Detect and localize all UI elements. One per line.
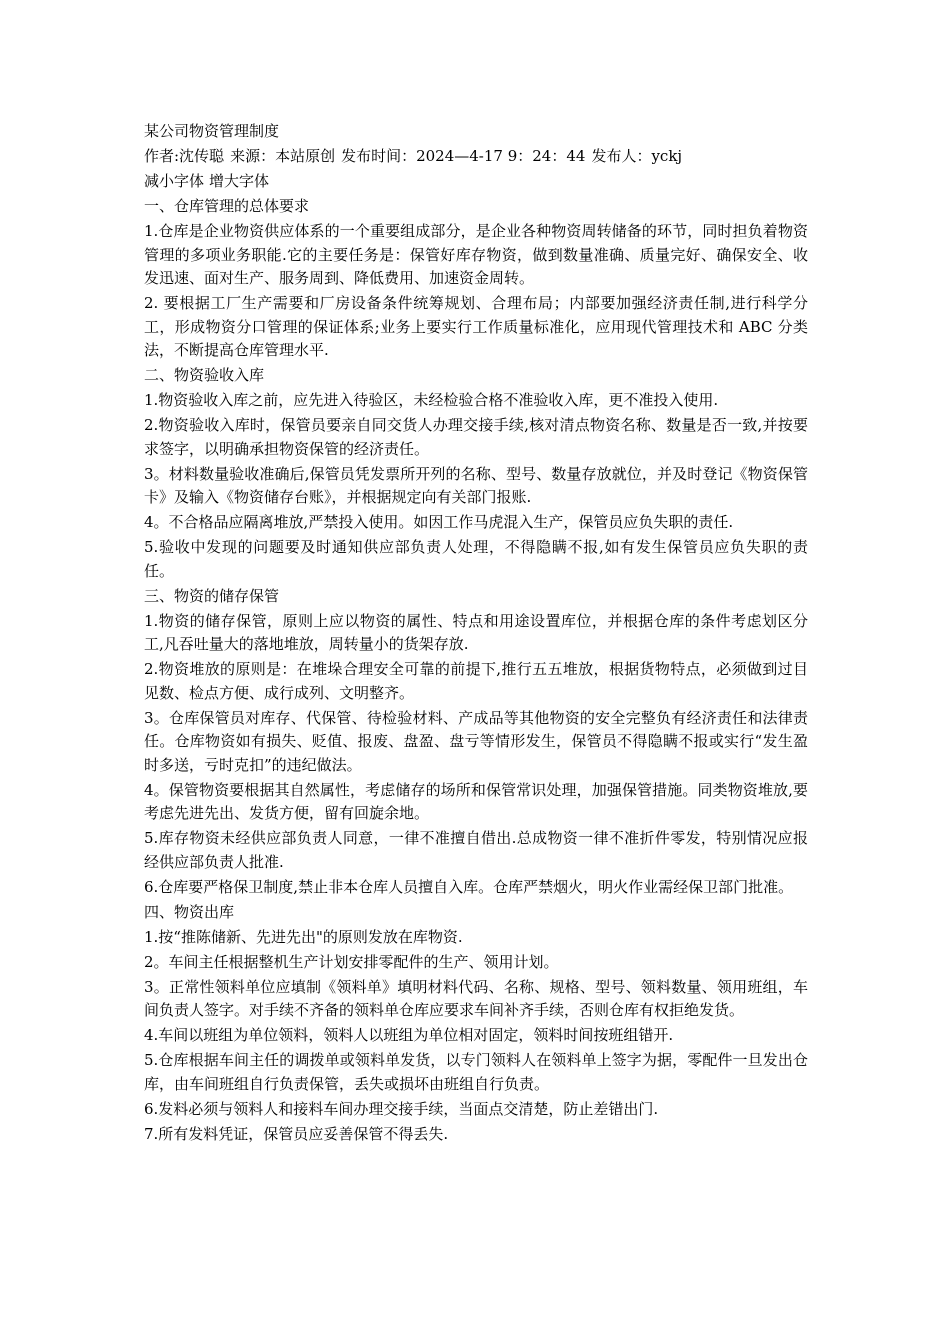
paragraph: 4。保管物资要根据其自然属性，考虑储存的场所和保管常识处理，加强保管措施。同类物资堆放,要考虑先进先出、发货方便，留有回旋余地。	[144, 780, 808, 822]
paragraph: 3。正常性领料单位应填制《领料单》填明材料代码、名称、规格、型号、领料数量、领用班组，车间负责人签字。对手续不齐备的领料单仓库应要求车间补齐手续，否则仓库有权拒绝发货。	[144, 977, 808, 1019]
section-heading: 三、物资的储存保管	[144, 586, 280, 605]
paragraph: 1.物资验收入库之前，应先进入待验区，未经检验合格不准验收入库，更不准投入使用.	[144, 391, 719, 409]
paragraph: 5.仓库根据车间主任的调拨单或领料单发货，以专门领料人在领料单上签字为据，零配件一旦发出仓库，由车间班组自行负责保管，丢失或损坏由班组自行负责。	[144, 1051, 808, 1093]
paragraph: 6.仓库要严格保卫制度,禁止非本仓库人员擅自入库。仓库严禁烟火，明火作业需经保卫部门批准。	[144, 877, 794, 896]
section-heading: 一、仓库管理的总体要求	[144, 197, 310, 215]
paragraph: 2.物资验收入库时，保管员要亲自同交货人办理交接手续,核对清点物资名称、数量是否一致,并按要求签字，以明确承担物资保管的经济责任。	[144, 416, 808, 458]
paragraph: 2。车间主任根据整机生产计划安排零配件的生产、领用计划。	[144, 952, 559, 971]
paragraph: 1.仓库是企业物资供应体系的一个重要组成部分，是企业各种物资周转储备的环节，同时担负着物资管理的多项业务职能.它的主要任务是：保管好库存物资，做到数量准确、质量完好、确保安全、收发迅速、面对生产、服务周到、降低费用、加速资金周转。	[144, 222, 808, 287]
paragraph: 1.物资的储存保管，原则上应以物资的属性、特点和用途设置库位，并根据仓库的条件考虑划区分工,凡吞吐量大的落地堆放，周转量小的货架存放.	[144, 611, 808, 653]
section-heading: 四、物资出库	[144, 902, 235, 921]
paragraph: 7.所有发料凭证，保管员应妥善保管不得丢失.	[144, 1124, 449, 1143]
decrease-font-link[interactable]: 减小字体	[144, 172, 205, 190]
paragraph: 3。仓库保管员对库存、代保管、待检验材料、产成品等其他物资的安全完整负有经济责任和法律责任。仓库物资如有损失、贬值、报废、盘盈、盘亏等情形发生，保管员不得隐瞒不报或实行“发生盈时多送，亏时克扣”的违纪做法。	[144, 708, 808, 774]
paragraph: 5.验收中发现的问题要及时通知供应部负责人处理，不得隐瞒不报,如有发生保管员应负失职的责任。	[144, 538, 808, 580]
author-label: 作者:沈传聪	[144, 147, 225, 165]
article-meta	[144, 145, 808, 169]
paragraph: 3。材料数量验收准确后,保管员凭发票所开列的名称、型号、数量存放就位，并及时登记《物资保管卡》及输入《物资储存台账》，并根据规定向有关部门报账.	[144, 464, 808, 506]
paragraph: 4.车间以班组为单位领料，领料人以班组为单位相对固定，领料时间按班组错开.	[144, 1026, 674, 1044]
font-size-controls	[144, 170, 808, 194]
publisher-label: 发布人：yckj	[591, 147, 683, 165]
paragraph: 2.物资堆放的原则是：在堆垛合理安全可靠的前提下,推行五五堆放，根据货物特点，必须做到过目见数、检点方便、成行成列、文明整齐。	[144, 660, 808, 702]
paragraph: 5.库存物资未经供应部负责人同意，一律不准擅自借出.总成物资一律不准折件零发，特别情况应报经供应部负责人批准.	[144, 829, 808, 871]
publish-time-label: 发布时间：2024—4-17 9：24：44	[341, 147, 586, 165]
source-label: 来源：本站原创	[230, 147, 336, 165]
paragraph: 4。不合格品应隔离堆放,严禁投入使用。如因工作马虎混入生产，保管员应负失职的责任.	[144, 513, 734, 531]
increase-font-link[interactable]: 增大字体	[209, 172, 270, 190]
document-body	[144, 120, 808, 1148]
section-heading: 二、物资验收入库	[144, 366, 265, 384]
paragraph: 6.发料必须与领料人和接料车间办理交接手续，当面点交清楚，防止差错出门.	[144, 1099, 659, 1118]
document-title: 某公司物资管理制度	[144, 122, 280, 140]
paragraph: 2. 要根据工厂生产需要和厂房设备条件统筹规划、合理布局；内部要加强经济责任制,进行科学分工，形成物资分口管理的保证体系;业务上要实行工作质量标准化，应用现代管理技术和 ABC 分类法，不断提高仓库管理水平.	[144, 294, 808, 359]
paragraph: 1.按“推陈储新、先进先出"的原则发放在库物资.	[144, 927, 463, 946]
